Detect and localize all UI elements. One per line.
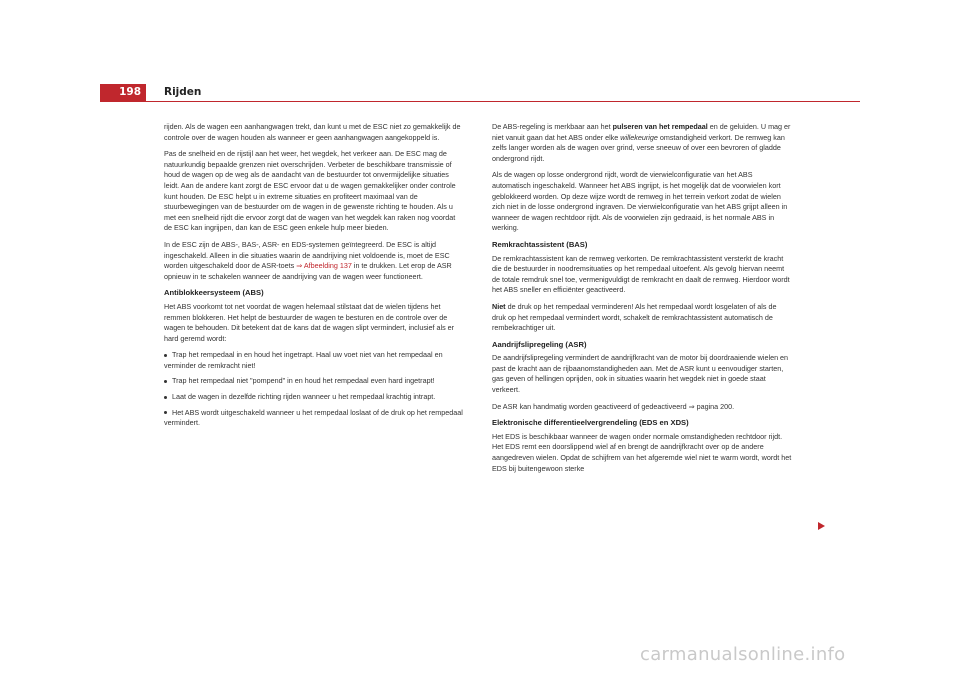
list-item-text: Trap het rempedaal in en houd het ingetrapt. Haal uw voet niet van het rempedaal en verminder de remkracht niet! bbox=[164, 350, 443, 370]
bullet-icon bbox=[164, 411, 167, 414]
paragraph-esc-systems bbox=[164, 240, 464, 282]
paragraph-trailer: rijden. Als de wagen een aanhangwagen trekt, dan kunt u met de ESC niet zo gemakkelijk de controle over de wagen houden als wanneer er geen aanhangwagen aangekoppeld is. bbox=[164, 122, 461, 142]
bas-heading: Remkrachtassistent (BAS) bbox=[492, 239, 588, 249]
paragraph-asr: De aandrijfslipregeling vermindert de aandrijfkracht van de motor bij doordraaiende wielen en past de kracht aan de rijbaanomstandigheden aan. Met de ASR kunt u eenvoudiger starten, gas geven of hellingen oprijden, ook in situaties waarin het wegdek niet in goede staat verkeert. bbox=[492, 353, 789, 395]
paragraph-text: de druk op het rempedaal verminderen! Als het rempedaal wordt losgelaten of als de druk op het rempedaal vermindert wordt, schakelt de remkrachtassistent automatisch de rembekrachtiger uit. bbox=[492, 301, 777, 333]
abs-heading: Antiblokkeersysteem (ABS) bbox=[164, 288, 264, 298]
figure-link[interactable]: ⇒ Afbeelding 137 bbox=[296, 261, 352, 271]
paragraph-eds: Het EDS is beschikbaar wanneer de wagen onder normale omstandigheden rechtdoor rijdt. Het EDS remt een doorslippend wiel af en brengt de aandrijfkracht over op de andere aangedreven wielen. Opdat de schijfrem van het afgeremde wiel niet te warm wordt, wordt het EDS bij buitengewoon sterke bbox=[492, 431, 792, 473]
paragraph-text: omstandigheid verkort. De remweg kan zelfs langer worden als de wagen over grind, verse sneeuw of over een bevroren of gladde ondergrond rijdt. bbox=[492, 132, 785, 163]
bullet-icon bbox=[164, 396, 167, 399]
paragraph-abs: Het ABS voorkomt tot net voordat de wagen helemaal stilstaat dat de wielen tijdens het remmen blokkeren. Het helpt de bestuurder de wagen te besturen en de controle over de wagen te behouden. Dit betekent dat de kans dat de wagen slipt vermindert, inclusief als er hard geremd wordt: bbox=[164, 301, 455, 343]
paragraph-text: in te drukken. Let erop de ASR opnieuw in te schakelen wanneer de aandrijving van de wagen weer functioneert. bbox=[164, 261, 452, 281]
right-column bbox=[492, 122, 792, 480]
list-item-text: Trap het rempedaal niet "pompend" in en houd het rempedaal even hard ingetrapt! bbox=[172, 376, 435, 386]
list-item bbox=[164, 350, 464, 371]
list-item bbox=[164, 408, 464, 429]
left-column bbox=[164, 122, 464, 434]
paragraph-text: In de ESC zijn de ABS-, BAS-, ASR- en EDS-systemen geïntegreerd. De ESC is altijd ingeschakeld. Alleen in die situaties waarin de aandrijving niet voldoende is, moet de ESC worden uitgeschakeld door de ASR-toets bbox=[164, 239, 450, 271]
continue-arrow-icon bbox=[818, 522, 825, 530]
page-number: 198 bbox=[100, 84, 146, 101]
watermark: carmanualsonline.info bbox=[640, 644, 846, 665]
list-item bbox=[164, 392, 464, 403]
paragraph-abs-regulation bbox=[492, 122, 792, 164]
list-item-text: Het ABS wordt uitgeschakeld wanneer u het rempedaal loslaat of de druk op het rempedaal vermindert. bbox=[164, 407, 463, 428]
paragraph-asr-reference: De ASR kan handmatig worden geactiveerd of gedeactiveerd ⇒ pagina 200. bbox=[492, 401, 735, 411]
emphasis-text: Niet bbox=[492, 301, 506, 311]
italic-text: willekeurige bbox=[620, 132, 658, 142]
paragraph-bas-warning bbox=[492, 302, 792, 334]
paragraph-bas: De remkrachtassistent kan de remweg verkorten. De remkrachtassistent versterkt de kracht die de bestuurder in noodremsituaties op het rempedaal uitoefent. Als gevolg hiervan neemt de totale remdruk snel toe, vermenigvuldigt de remkracht en daalt de remweg. Hierdoor wordt het ABS sneller en efficiënter geactiveerd. bbox=[492, 253, 790, 295]
asr-heading: Aandrijfslipregeling (ASR) bbox=[492, 339, 587, 349]
abs-bullet-list bbox=[164, 350, 464, 429]
eds-heading: Elektronische differentieelvergrendeling (EDS en XDS) bbox=[492, 418, 689, 428]
header-rule bbox=[100, 101, 860, 102]
paragraph-four-wheel: Als de wagen op losse ondergrond rijdt, wordt de vierwielconfiguratie van het ABS automatisch ingeschakeld. Wanneer het ABS ingrijpt, is het mogelijk dat de voorwielen kort geblokkeerd worden. Op deze wijze wordt de remweg in het terrein verkort zodat de wielen zich niet in de losse ondergrond ingraven. De vierwielconfiguratie van het ABS grijpt alleen in wanneer de wagen rechtdoor rijdt. Als de voorwielen zijn gedraaid, is het normale ABS in werking. bbox=[492, 170, 788, 233]
emphasis-text: pulseren van het rempedaal bbox=[612, 122, 708, 131]
bullet-icon bbox=[164, 380, 167, 383]
list-item-text: Laat de wagen in dezelfde richting rijden wanneer u het rempedaal krachtig intrapt. bbox=[172, 392, 436, 402]
chapter-title: Rijden bbox=[164, 86, 202, 98]
paragraph-text: en de geluiden. U mag er niet vanuit gaan dat het ABS onder elke bbox=[492, 122, 791, 142]
list-item bbox=[164, 376, 464, 387]
bullet-icon bbox=[164, 354, 167, 357]
paragraph-speed: Pas de snelheid en de rijstijl aan het weer, het wegdek, het verkeer aan. De ESC mag de natuurkundig bepaalde grenzen niet overschrijden. Verbeter de beschikbare transmissie of houd de wagen op de weg als de aandacht van de bestuurder tot onvermijdelijke situaties leidt. Aan de andere kant zorgt de ESC ervoor dat u de wagen gemakkelijker onder controle kunt houden. De ESC helpt u in extreme situaties en profiteert maximaal van de stuurbewegingen van de bestuurder om de wagen in de gewenste richting te houden. Als u met een snelheid rijdt die ervoor zorgt dat de wagen van het wegdek kan raken nog voordat de ESC kan ingrijpen, dan kan de ESC geen enkele hulp meer bieden. bbox=[164, 149, 456, 233]
paragraph-text: De ABS-regeling is merkbaar aan het bbox=[492, 122, 613, 131]
